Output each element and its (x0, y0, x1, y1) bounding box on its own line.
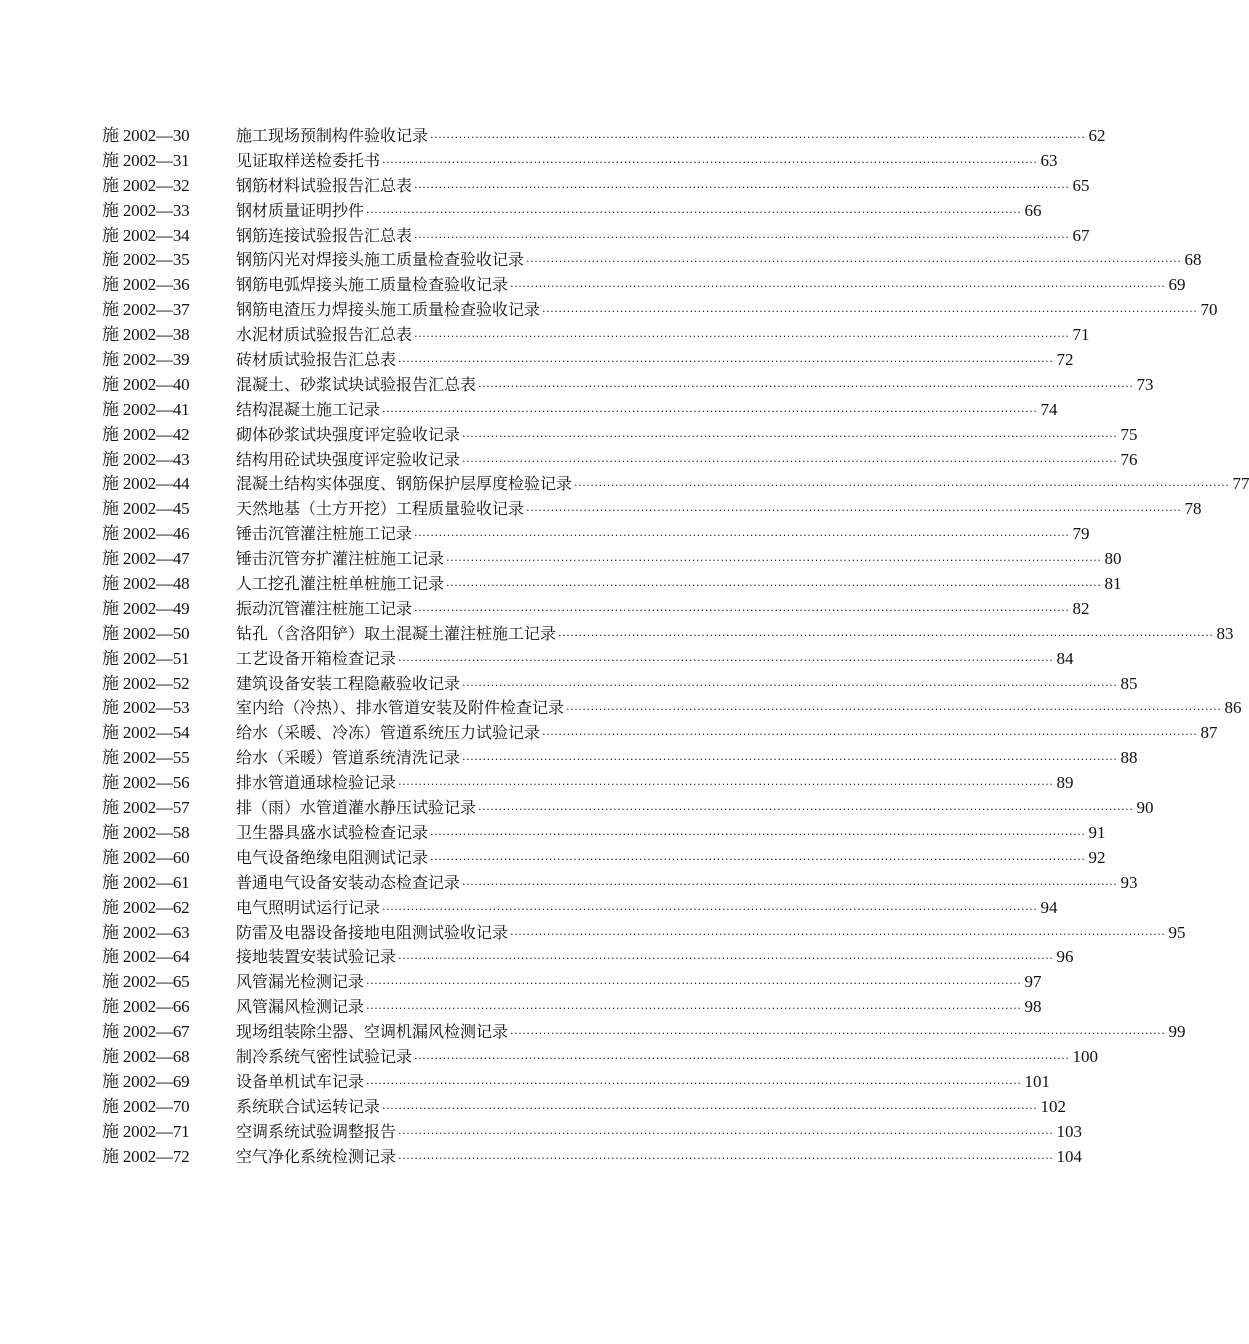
toc-entry-code: 施 2002—66 (102, 997, 190, 1017)
dot-leader: ································································································································································ (430, 131, 1086, 144)
toc-entry-page-number: 70 (1200, 300, 1218, 320)
toc-entry-title: 电气照明试运行记录 (236, 897, 381, 917)
dot-leader: ································································································································································ (462, 877, 1118, 891)
toc-entry-page-number: 100 (1072, 1046, 1098, 1066)
toc-entry-title: 现场组装除尘器、空调机漏风检测记录 (236, 1022, 509, 1042)
toc-entry-page-number: 101 (1024, 1071, 1050, 1091)
toc-entry-page-number: 87 (1200, 723, 1218, 743)
toc-entry-code: 施 2002—72 (102, 1146, 190, 1166)
toc-entry-code: 施 2002—70 (102, 1096, 190, 1116)
dot-leader: ································································································································································ (430, 827, 1086, 841)
toc-entry-page-number: 103 (1056, 1121, 1082, 1141)
dot-leader: ································································································································································ (398, 1151, 1054, 1165)
toc-entry (102, 348, 1074, 373)
toc-entry (102, 597, 1090, 622)
dot-leader: ································································································································································ (414, 603, 1070, 617)
toc-entry-code: 施 2002—60 (102, 847, 190, 867)
toc-entry (102, 1070, 1050, 1095)
toc-entry (102, 423, 1138, 448)
dot-leader: ································································································································································ (526, 504, 1182, 518)
toc-entry-code: 施 2002—69 (102, 1071, 190, 1091)
toc-entry (102, 248, 1202, 273)
dot-leader: ································································································································································ (430, 852, 1086, 866)
toc-entry-page-number: 94 (1040, 897, 1058, 917)
toc-entry-title: 砖材质试验报告汇总表 (236, 350, 397, 370)
dot-leader: ································································································································································ (462, 429, 1118, 443)
toc-entry-code: 施 2002—64 (102, 947, 190, 967)
toc-entry-page-number: 68 (1184, 250, 1202, 270)
toc-entry (102, 1045, 1098, 1070)
toc-entry (102, 995, 1042, 1020)
dot-leader: ································································································································································ (366, 977, 1022, 991)
toc-entry-page-number: 88 (1120, 748, 1138, 768)
dot-leader: ································································································································································ (446, 579, 1102, 593)
toc-entry-code: 施 2002—45 (102, 499, 190, 519)
toc-entry (102, 970, 1042, 995)
toc-entry-code: 施 2002—52 (102, 673, 190, 693)
toc-entry-title: 给水（采暖）管道系统清洗记录 (236, 748, 461, 768)
toc-entry-code: 施 2002—65 (102, 972, 190, 992)
toc-entry-code: 施 2002—41 (102, 399, 190, 419)
toc-entry-code: 施 2002—47 (102, 549, 190, 569)
toc-entry (102, 1095, 1066, 1120)
toc-entry-code: 施 2002—39 (102, 350, 190, 370)
dot-leader: ································································································································································ (446, 554, 1102, 568)
toc-entry (102, 547, 1122, 572)
dot-leader: ································································································································································ (542, 305, 1198, 319)
toc-entry-page-number: 77 (1232, 474, 1249, 494)
toc-entry-page-number: 63 (1040, 150, 1058, 170)
toc-entry (102, 821, 1106, 846)
toc-entry-title: 人工挖孔灌注桩单桩施工记录 (236, 574, 445, 594)
toc-entry (102, 497, 1202, 522)
toc-entry-title: 排（雨）水管道灌水静压试验记录 (236, 798, 477, 818)
dot-leader: ································································································································································ (462, 753, 1118, 767)
toc-entry-page-number: 95 (1168, 922, 1186, 942)
toc-entry-page-number: 82 (1072, 598, 1090, 618)
toc-entry-page-number: 69 (1168, 275, 1186, 295)
toc-entry-code: 施 2002—42 (102, 424, 190, 444)
toc-entry-title: 普通电气设备安装动态检查记录 (236, 872, 461, 892)
dot-leader: ································································································································································ (526, 255, 1182, 269)
toc-entry-title: 见证取样送检委托书 (236, 150, 381, 170)
toc-entry-code: 施 2002—67 (102, 1022, 190, 1042)
toc-entry-code: 施 2002—34 (102, 225, 190, 245)
dot-leader: ································································································································································ (542, 728, 1198, 742)
toc-entry-page-number: 72 (1056, 350, 1074, 370)
toc-entry-code: 施 2002—35 (102, 250, 190, 270)
toc-entry-page-number: 98 (1024, 997, 1042, 1017)
toc-entry-code: 施 2002—51 (102, 648, 190, 668)
toc-entry (102, 622, 1234, 647)
toc-entry-title: 锤击沉管灌注桩施工记录 (236, 524, 413, 544)
dot-leader: ································································································································································ (382, 404, 1038, 418)
toc-entry-page-number: 73 (1136, 374, 1154, 394)
toc-entry-page-number: 91 (1088, 822, 1106, 842)
toc-entry (102, 472, 1249, 497)
toc-entry (102, 448, 1138, 473)
dot-leader: ································································································································································ (510, 1027, 1166, 1041)
toc-entry-page-number: 104 (1056, 1146, 1082, 1166)
toc-entry (102, 273, 1186, 298)
toc-entry-title: 防雷及电器设备接地电阻测试验收记录 (236, 922, 509, 942)
dot-leader: ································································································································································ (566, 703, 1222, 717)
toc-entry (102, 522, 1090, 547)
toc-entry-title: 钢材质量证明抄件 (236, 200, 365, 220)
toc-entry-page-number: 83 (1216, 623, 1234, 643)
toc-entry-page-number: 78 (1184, 499, 1202, 519)
dot-leader: ································································································································································ (478, 803, 1134, 817)
toc-entry (102, 721, 1218, 746)
toc-entry-title: 钢筋电弧焊接头施工质量检查验收记录 (236, 275, 509, 295)
dot-leader: ································································································································································ (366, 1076, 1022, 1090)
toc-entry-page-number: 90 (1136, 798, 1154, 818)
dot-leader: ································································································································································ (398, 952, 1054, 966)
toc-entry (102, 199, 1042, 224)
dot-leader: ································································································································································ (462, 454, 1118, 468)
toc-entry-code: 施 2002—58 (102, 822, 190, 842)
toc-entry-title: 结构混凝土施工记录 (236, 399, 381, 419)
toc-entry-title: 钢筋闪光对焊接头施工质量检查验收记录 (236, 250, 525, 270)
toc-entry-code: 施 2002—71 (102, 1121, 190, 1141)
dot-leader: ································································································································································ (414, 230, 1070, 244)
toc-entry-page-number: 67 (1072, 225, 1090, 245)
toc-entry-title: 天然地基（土方开挖）工程质量验收记录 (236, 499, 525, 519)
dot-leader: ································································································································································ (366, 1002, 1022, 1016)
toc-entry-code: 施 2002—57 (102, 798, 190, 818)
dot-leader: ································································································································································ (462, 678, 1118, 692)
dot-leader: ································································································································································ (414, 1051, 1070, 1065)
toc-entry-code: 施 2002—30 (102, 126, 190, 145)
toc-entry-code: 施 2002—36 (102, 275, 190, 295)
toc-entry-page-number: 96 (1056, 947, 1074, 967)
toc-entry-code: 施 2002—55 (102, 748, 190, 768)
dot-leader: ································································································································································ (366, 205, 1022, 219)
toc-entry-page-number: 65 (1072, 175, 1090, 195)
toc-entry-page-number: 71 (1072, 325, 1090, 345)
toc-entry-code: 施 2002—49 (102, 598, 190, 618)
toc-entry (102, 1020, 1186, 1045)
toc-entry (102, 746, 1138, 771)
toc-entry-title: 钢筋电渣压力焊接头施工质量检查验收记录 (236, 300, 541, 320)
toc-entry-title: 电气设备绝缘电阻测试记录 (236, 847, 429, 867)
toc-entry (102, 796, 1154, 821)
toc-entry-title: 卫生器具盛水试验检查记录 (236, 822, 429, 842)
dot-leader: ································································································································································ (398, 653, 1054, 667)
toc-entry-page-number: 99 (1168, 1022, 1186, 1042)
toc-entry-title: 风管漏光检测记录 (236, 972, 365, 992)
toc-entry-code: 施 2002—62 (102, 897, 190, 917)
toc-entry-code: 施 2002—32 (102, 175, 190, 195)
toc-entry (102, 373, 1154, 398)
dot-leader: ································································································································································ (398, 778, 1054, 792)
toc-entry-title: 系统联合试运转记录 (236, 1096, 381, 1116)
toc-entry-code: 施 2002—33 (102, 200, 190, 220)
toc-entry-page-number: 80 (1104, 549, 1122, 569)
toc-entry (102, 1120, 1082, 1145)
toc-entry-code: 施 2002—31 (102, 150, 190, 170)
toc-entry-title: 钻孔（含洛阳铲）取土混凝土灌注桩施工记录 (236, 623, 557, 643)
toc-entry-title: 排水管道通球检验记录 (236, 773, 397, 793)
toc-entry-code: 施 2002—61 (102, 872, 190, 892)
toc-entry (102, 174, 1090, 199)
toc-entry-title: 给水（采暖、冷冻）管道系统压力试验记录 (236, 723, 541, 743)
toc-entry-code: 施 2002—50 (102, 623, 190, 643)
toc-entry (102, 672, 1138, 697)
toc-entry-code: 施 2002—43 (102, 449, 190, 469)
toc-entry-title: 建筑设备安装工程隐蔽验收记录 (236, 673, 461, 693)
toc-entry-page-number: 76 (1120, 449, 1138, 469)
toc-entry (102, 398, 1058, 423)
dot-leader: ································································································································································ (478, 379, 1134, 393)
dot-leader: ································································································································································ (510, 927, 1166, 941)
toc-entry-title: 锤击沉管夯扩灌注桩施工记录 (236, 549, 445, 569)
toc-entry (102, 896, 1058, 921)
toc-entry (102, 921, 1186, 946)
toc-entry-code: 施 2002—53 (102, 698, 190, 718)
toc-entry-code: 施 2002—63 (102, 922, 190, 942)
dot-leader: ································································································································································ (414, 330, 1070, 344)
toc-entry (102, 323, 1090, 348)
toc-entry-title: 接地装置安装试验记录 (236, 947, 397, 967)
toc-entry-code: 施 2002—40 (102, 374, 190, 394)
dot-leader: ································································································································································ (414, 529, 1070, 543)
toc-entry-page-number: 86 (1224, 698, 1242, 718)
toc-entry-title: 钢筋材料试验报告汇总表 (236, 175, 413, 195)
toc-entry-page-number: 102 (1040, 1096, 1066, 1116)
toc-entry-page-number: 93 (1120, 872, 1138, 892)
dot-leader: ································································································································································ (510, 280, 1166, 294)
toc-entry-code: 施 2002—56 (102, 773, 190, 793)
toc-entry-title: 水泥材质试验报告汇总表 (236, 325, 413, 345)
dot-leader: ································································································································································ (382, 155, 1038, 169)
toc-entry-code: 施 2002—38 (102, 325, 190, 345)
toc-entry-title: 工艺设备开箱检查记录 (236, 648, 397, 668)
dot-leader: ································································································································································ (558, 628, 1214, 642)
toc-entry-title: 施工现场预制构件验收记录 (236, 126, 429, 145)
dot-leader: ································································································································································ (398, 1126, 1054, 1140)
toc-entry (102, 696, 1242, 721)
toc-entry-code: 施 2002—68 (102, 1046, 190, 1066)
toc-entry-title: 砌体砂浆试块强度评定验收记录 (236, 424, 461, 444)
dot-leader: ································································································································································ (414, 180, 1070, 194)
toc-entry (102, 124, 1106, 149)
toc-entry-title: 设备单机试车记录 (236, 1071, 365, 1091)
toc-entry-title: 振动沉管灌注桩施工记录 (236, 598, 413, 618)
toc-entry-page-number: 66 (1024, 200, 1042, 220)
toc-entry-page-number: 85 (1120, 673, 1138, 693)
toc-entry-title: 风管漏风检测记录 (236, 997, 365, 1017)
toc-entry-page-number: 74 (1040, 399, 1058, 419)
toc-entry-page-number: 92 (1088, 847, 1106, 867)
toc-entry (102, 846, 1106, 871)
dot-leader: ································································································································································ (398, 355, 1054, 369)
toc-entry-title: 空气净化系统检测记录 (236, 1146, 397, 1166)
toc-entry-title: 钢筋连接试验报告汇总表 (236, 225, 413, 245)
toc-entry-page-number: 79 (1072, 524, 1090, 544)
toc-entry-page-number: 75 (1120, 424, 1138, 444)
toc-entry-code: 施 2002—48 (102, 574, 190, 594)
toc-entry-title: 空调系统试验调整报告 (236, 1121, 397, 1141)
toc-entry-page-number: 81 (1104, 574, 1122, 594)
toc-entry-title: 混凝土、砂浆试块试验报告汇总表 (236, 374, 477, 394)
toc-entry (102, 224, 1090, 249)
toc-entry-page-number: 62 (1088, 126, 1106, 145)
dot-leader: ································································································································································ (574, 479, 1230, 493)
toc-entry (102, 871, 1138, 896)
toc-entry-title: 制冷系统气密性试验记录 (236, 1046, 413, 1066)
toc-entry-page-number: 84 (1056, 648, 1074, 668)
toc-entry-code: 施 2002—46 (102, 524, 190, 544)
toc-entry-code: 施 2002—44 (102, 474, 190, 494)
toc-entry-code: 施 2002—37 (102, 300, 190, 320)
toc-entry (102, 149, 1058, 174)
toc-entry (102, 298, 1218, 323)
toc-entry (102, 1145, 1082, 1170)
dot-leader: ································································································································································ (382, 1101, 1038, 1115)
toc-entry (102, 572, 1122, 597)
toc-entry-title: 混凝土结构实体强度、钢筋保护层厚度检验记录 (236, 474, 573, 494)
toc-entry-page-number: 97 (1024, 972, 1042, 992)
toc-entry-title: 室内给（冷热）、排水管道安装及附件检查记录 (236, 698, 565, 718)
dot-leader: ································································································································································ (382, 902, 1038, 916)
toc-entry-page-number: 89 (1056, 773, 1074, 793)
toc-entry (102, 771, 1074, 796)
toc-entry-title: 结构用砼试块强度评定验收记录 (236, 449, 461, 469)
toc-entry (102, 945, 1074, 970)
toc-entry-code: 施 2002—54 (102, 723, 190, 743)
toc-entry (102, 647, 1074, 672)
table-of-contents (102, 124, 1249, 1169)
